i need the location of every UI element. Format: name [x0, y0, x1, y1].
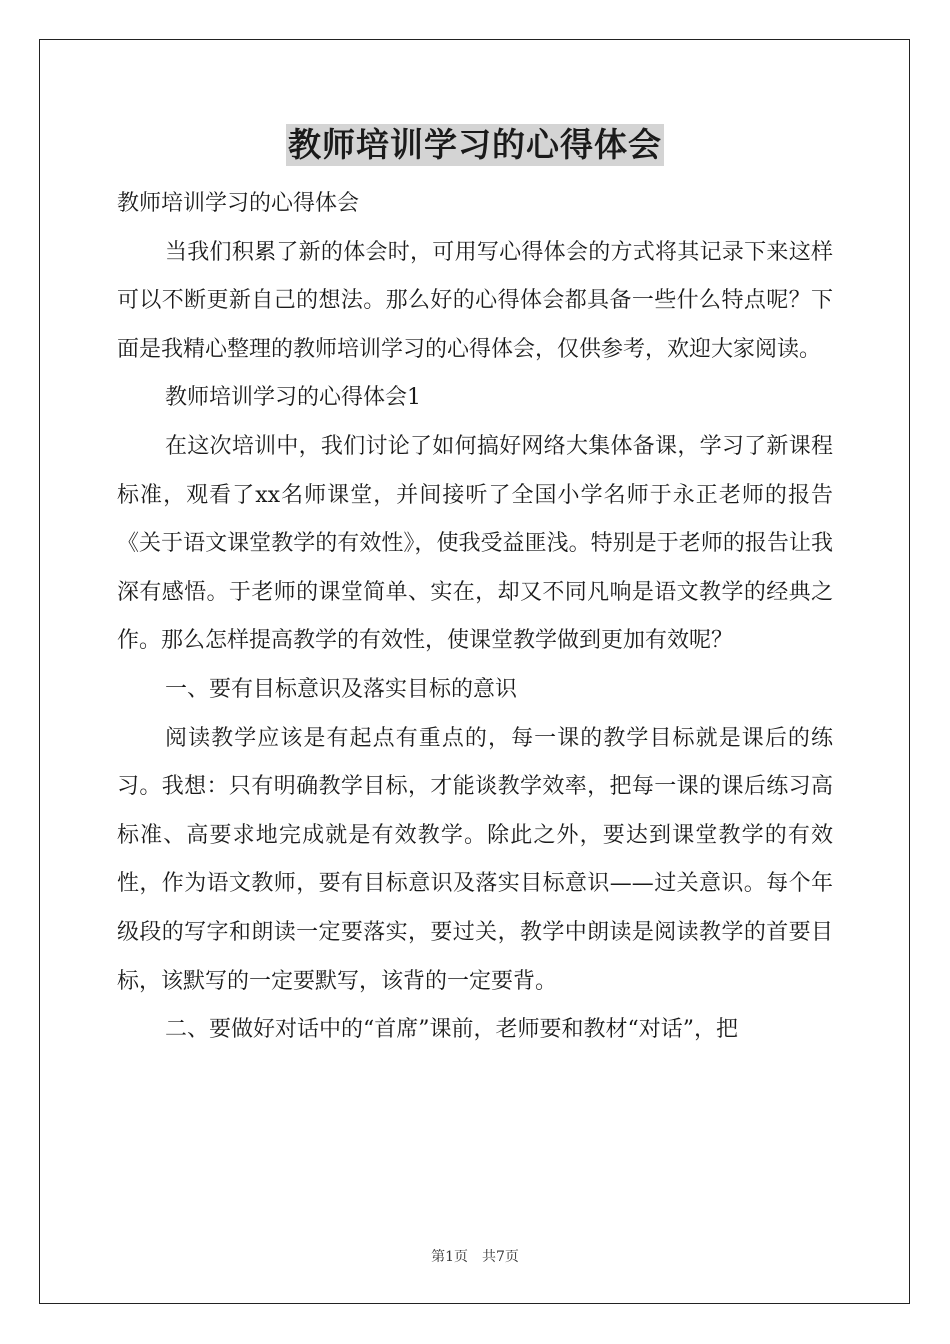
- document-title-text: 教师培训学习的心得体会: [288, 125, 662, 164]
- paragraph-goals: 阅读教学应该是有起点有重点的，每一课的教学目标就是课后的练习。我想：只有明确教学目标，才能谈教学效率，把每一课的课后练习高标准、高要求地完成就是有效教学。除此之外，要达到课堂教学的有效性，作为语文教师，要有目标意识及落实目标意识——过关意识。每个年级段的写字和朗读一定要落实，要过关，教学中朗读是阅读教学的首要目标，该默写的一定要默写，该背的一定要背。: [117, 725, 833, 994]
- point-heading-2: 二、要做好对话中的“首席”课前，老师要和教材“对话”，把: [165, 1017, 738, 1043]
- document-body: [117, 180, 833, 1055]
- page-footer: [0, 1246, 950, 1266]
- document-title: [0, 124, 950, 166]
- page-number: 第1页: [431, 1249, 468, 1265]
- page-total: 共7页: [482, 1249, 519, 1265]
- paragraph-intro: 当我们积累了新的体会时，可用写心得体会的方式将其记录下来这样可以不断更新自己的想法。那么好的心得体会都具备一些什么特点呢？下面是我精心整理的教师培训学习的心得体会，仅供参考，欢迎大家阅读。: [117, 239, 833, 362]
- document-subtitle: 教师培训学习的心得体会: [117, 191, 360, 216]
- point-heading-1: 一、要有目标意识及落实目标的意识: [165, 676, 518, 702]
- paragraph-training: 在这次培训中，我们讨论了如何搞好网络大集体备课，学习了新课程标准，观看了xx名师课堂，并间接听了全国小学名师于永正老师的报告《关于语文课堂教学的有效性》，使我受益匪浅。特别是于老师的报告让我深有感悟。于老师的课堂简单、实在，却又不同凡响是语文教学的经典之作。那么怎样提高教学的有效性，使课堂教学做到更加有效呢？: [117, 433, 833, 654]
- section-heading-1: 教师培训学习的心得体会1: [165, 385, 421, 411]
